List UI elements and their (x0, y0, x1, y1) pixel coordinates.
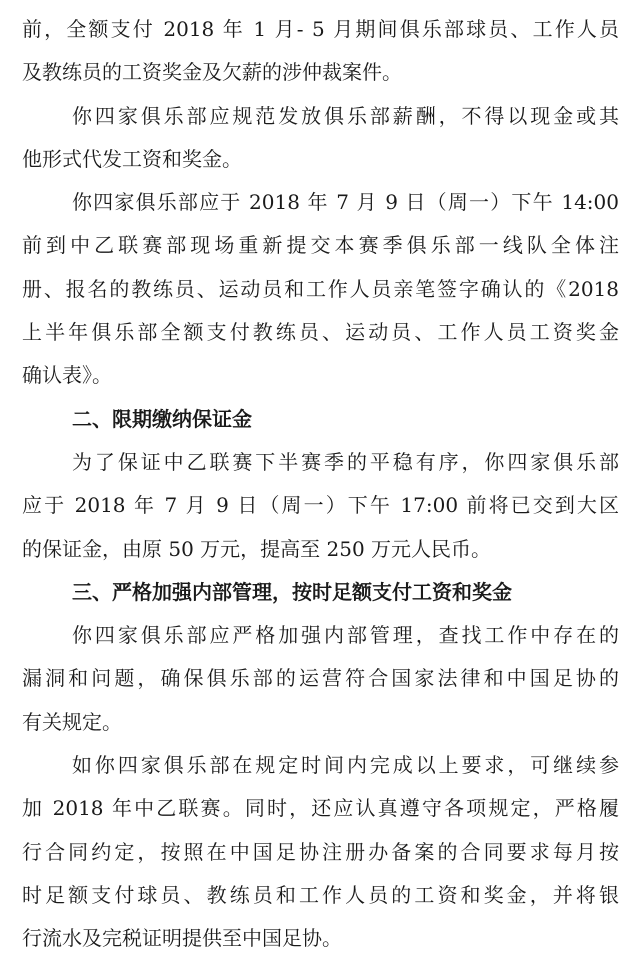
text-line: 你四家俱乐部应于 2018 年 7 月 9 日（周一）下午 14:00 (72, 190, 619, 215)
text-line: 为了保证中乙联赛下半赛季的平稳有序，你四家俱乐部 (72, 449, 619, 474)
document-page (22, 8, 619, 961)
text-line: 前，全额支付 2018 年 1 月- 5 月期间俱乐部球员、工作人员 (22, 17, 619, 41)
text-line: 及教练员的工资奖金及欠薪的涉仲裁案件。 (22, 60, 402, 85)
text-line: 如你四家俱乐部在规定时间内完成以上要求，可继续参 (72, 753, 619, 778)
text-line: 时足额支付球员、教练员和工作人员的工资和奖金，并将银 (22, 882, 619, 907)
text-line: 加 2018 年中乙联赛。同时，还应认真遵守各项规定，严格履 (22, 796, 619, 821)
text-line: 他形式代发工资和奖金。 (22, 146, 242, 171)
text-line: 前到中乙联赛部现场重新提交本赛季俱乐部一线队全体注 (22, 233, 619, 258)
text-line: 的保证金，由原 50 万元，提高至 250 万元人民币。 (22, 536, 492, 561)
text-line: 册、报名的教练员、运动员和工作人员亲笔签字确认的《2018 (22, 276, 619, 301)
text-line: 行流水及完税证明提供至中国足协。 (22, 926, 342, 951)
text-line: 漏洞和问题，确保俱乐部的运营符合国家法律和中国足协的 (22, 666, 619, 691)
section-heading: 三、严格加强内部管理，按时足额支付工资和奖金 (72, 579, 512, 604)
text-line: 应于 2018 年 7 月 9 日（周一）下午 17:00 前将已交到大区 (22, 493, 619, 518)
text-line: 有关规定。 (22, 709, 122, 734)
section-heading: 二、限期缴纳保证金 (72, 406, 252, 431)
text-line: 行合同约定，按照在中国足协注册办备案的合同要求每月按 (22, 839, 619, 864)
text-line: 确认表》。 (22, 363, 112, 388)
text-line: 你四家俱乐部应严格加强内部管理，查找工作中存在的 (72, 623, 619, 648)
text-line: 上半年俱乐部全额支付教练员、运动员、工作人员工资奖金 (22, 320, 619, 345)
text-line: 你四家俱乐部应规范发放俱乐部薪酬，不得以现金或其 (72, 103, 619, 128)
